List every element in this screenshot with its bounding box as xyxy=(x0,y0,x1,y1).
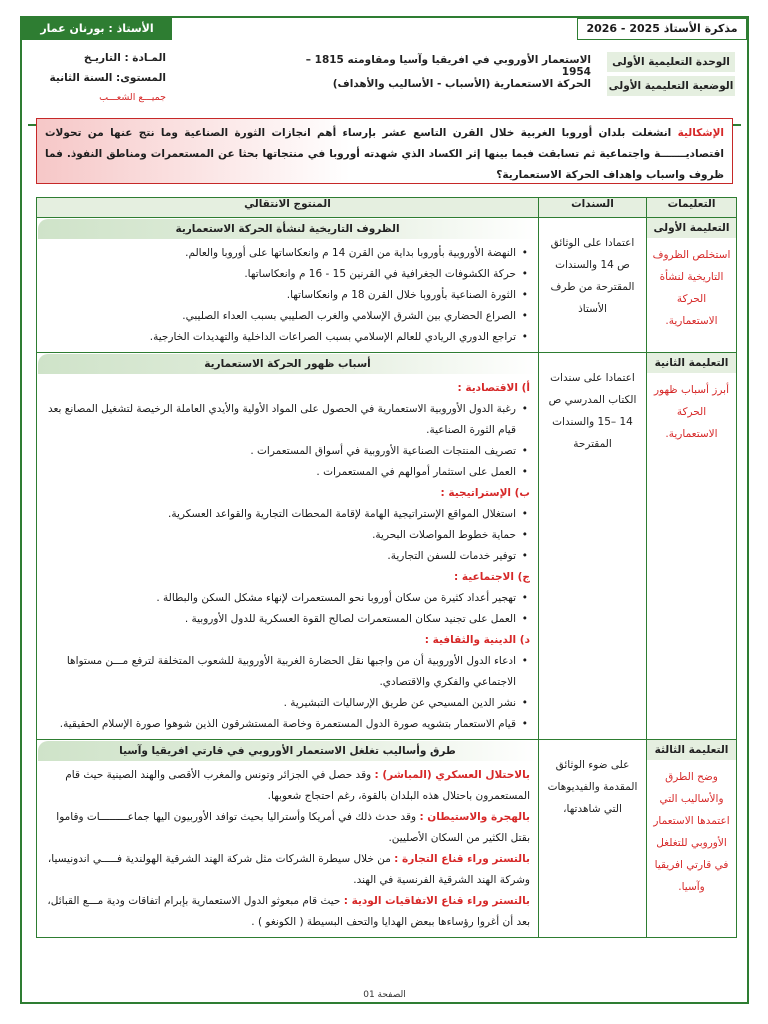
product-heading: الظروف التاريخية لنشأة الحركة الاستعمارية xyxy=(38,219,537,239)
instruction-cell xyxy=(647,218,737,353)
list-item: • نشر الدين المسيحي عن طريق الإرساليات التبشيرية . xyxy=(43,693,530,714)
product-body xyxy=(37,761,538,937)
list-item: • تراجع الدوري الريادي للعالم الإسلامي بسبب الصراعات الداخلية والتهديدات الخارجية. xyxy=(43,327,530,348)
list-item: • الصراع الحضاري بين الشرق الإسلامي والغرب الصليبي بسبب العداء الصليبي. xyxy=(43,306,530,327)
method-item xyxy=(43,849,530,891)
instruction-text: وضح الطرق والأساليب التي اعتمدها الاستعمار الأوروبي للتغلغل في قارتي افريقيا وآسيا. xyxy=(653,771,730,893)
group-title: ب) الإستراتيجية : xyxy=(440,487,530,499)
situation-topic: الحركة الاستعمارية (الأسباب - الأساليب والأهداف) xyxy=(332,78,591,90)
problem-label: الإشكالية xyxy=(677,127,725,139)
page-frame xyxy=(20,16,749,1004)
sources-text: اعتمادا على سندات الكتاب المدرسي ص 14 –15 والسندات المقترحة xyxy=(548,372,637,450)
lesson-table xyxy=(36,197,737,938)
sources-text: على ضوء الوثائق المقدمة والفيديوهات التي شاهدتها، xyxy=(547,759,638,815)
method-text: وقد حدث ذلك في أمريكا وأستراليا بحيث توافد الأوربيون اليها جماعـــــــــات وقاموا بقتل الكثير من السكان الأصليين. xyxy=(56,811,530,844)
bullet-list xyxy=(43,243,530,348)
sources-cell xyxy=(539,740,647,938)
bullet-list xyxy=(43,588,530,630)
product-body xyxy=(37,374,538,739)
page-number: الصفحة 01 xyxy=(363,990,406,1000)
list-item: • النهضة الأوروبية بأوروبا بداية من القرن 14 م وانعكاساتها على أوروبا والعالم. xyxy=(43,243,530,264)
method-text: حيث قام مبعوثو الدول الاستعمارية بإبرام اتفاقات ودية مـــع القبائل، بعد أن أغروا رؤساءها ببعض الهدايا والتحف البسيطة ( الكونغو ) . xyxy=(47,895,530,928)
sources-cell xyxy=(539,218,647,353)
list-item: • تهجير أعداد كثيرة من سكان أوروبا نحو المستعمرات لإنهاء مشكل السكن والبطالة . xyxy=(43,588,530,609)
col-product: المنتوج الانتقالي xyxy=(37,198,539,218)
streams: جميـــع الشعـــب xyxy=(99,92,166,103)
top-strip xyxy=(22,18,747,40)
method-item xyxy=(43,807,530,849)
list-item: • تصريف المنتجات الصناعية الأوروبية في أسواق المستعمرات . xyxy=(43,441,530,462)
group-title: ج) الاجتماعية : xyxy=(454,571,530,583)
memo-badge: مذكرة الأستاذ 2025 - 2026 xyxy=(577,18,747,40)
list-item: • الثورة الصناعية بأوروبا خلال القرن 18 م وانعكاساتها. xyxy=(43,285,530,306)
lesson-header xyxy=(28,46,741,126)
product-cell xyxy=(37,218,539,353)
method-label: بالتستر وراء قناع التجارة : xyxy=(394,853,530,865)
list-item: • حماية خطوط المواصلات البحرية. xyxy=(43,525,530,546)
list-item: • العمل على تجنيد سكان المستعمرات لصالح القوة العسكرية للدول الأوروبية . xyxy=(43,609,530,630)
problem-box xyxy=(36,118,733,184)
method-text: وقد حصل في الجزائر وتونس والمغرب الأقصى والهند الصينية حيث قام المستعمرون باحتلال هذه البلدان بالقوة، رغم احتجاج شعوبها. xyxy=(65,769,530,802)
method-label: بالهجرة والاستيطان : xyxy=(419,811,530,823)
table-row xyxy=(37,740,737,938)
group-title: د) الدينية والثقافية : xyxy=(424,634,530,646)
bullet-list xyxy=(43,651,530,735)
instruction-title: التعليمة الأولى xyxy=(647,218,736,238)
method-text: من خلال سيطرة الشركات مثل شركة الهند الشرقية الهولندية فـــــي اندونيسيا، وشركة الهند الشرقية الفرنسية في الهند. xyxy=(47,853,530,886)
product-body xyxy=(37,239,538,352)
subject: المـادة : التاريـخ xyxy=(83,52,166,64)
unit-label: الوحدة التعليمية الأولى xyxy=(607,52,735,72)
instruction-text: استخلص الظروف التاريخية لنشأة الحركة الاستعمارية. xyxy=(652,249,731,327)
group-title: أ) الاقتصادية : xyxy=(457,382,530,394)
instruction-title: التعليمة الثانية xyxy=(647,353,736,373)
sources-cell xyxy=(539,353,647,740)
method-item xyxy=(43,765,530,807)
list-item: • قيام الاستعمار بتشويه صورة الدول المستعمرة وخاصة المستشرقون الذين شوهوا صورة الإسلام الحقيقية. xyxy=(43,714,530,735)
sources-text: اعتمادا على الوثائق ص 14 والسندات المقترحة من طرف الأستاذ xyxy=(550,237,635,315)
table-row xyxy=(37,353,737,740)
list-item: • العمل على استثمار أموالهم في المستعمرات . xyxy=(43,462,530,483)
col-instructions: التعليمات xyxy=(647,198,737,218)
bullet-list xyxy=(43,399,530,483)
product-cell xyxy=(37,353,539,740)
product-heading: أسباب ظهور الحركة الاستعمارية xyxy=(38,354,537,374)
instruction-cell xyxy=(647,353,737,740)
teacher-badge: الأستاذ : بورنان عمار xyxy=(22,18,172,40)
problem-text: انشغلت بلدان أوروبا الغربية خلال القرن التاسع عشر بإرساء أهم انجازات الثورة الصناعية وما نتج عنها من تحولات اقتصاديـــــــة واجتماعية ثم تسابقت فيما بينها إثر الكساد الذي شهدته أوروبا في منتجاتها بحثا عن المستعمرات ومناطق النفوذ. فما ظروف واسباب واهداف الحركة الاستعمارية؟ xyxy=(45,127,724,181)
method-item xyxy=(43,891,530,933)
col-sources: السندات xyxy=(539,198,647,218)
instruction-cell xyxy=(647,740,737,938)
unit-topic: الاستعمار الأوروبي في افريقيا وآسيا ومقاومته 1815 –1954 xyxy=(305,54,591,78)
method-label: بالتستر وراء قناع الاتفاقيات الودية : xyxy=(343,895,530,907)
list-item: • ادعاء الدول الأوروبية أن من واجبها نقل الحضارة الغربية الأوروبية للشعوب المتخلفة لترفع مـــن مستواها الاجتماعي والفكري والاقتصادي. xyxy=(43,651,530,693)
list-item: • استغلال المواقع الإستراتيجية الهامة لإقامة المحطات التجارية والقواعد العسكرية. xyxy=(43,504,530,525)
list-item: • حركة الكشوفات الجغرافية في القرنين 15 - 16 م وانعكاساتها. xyxy=(43,264,530,285)
product-cell xyxy=(37,740,539,938)
table-row xyxy=(37,218,737,353)
instruction-text: أبرز أسباب ظهور الحركة الاستعمارية. xyxy=(653,384,730,440)
list-item: • توفير خدمات للسفن التجارية. xyxy=(43,546,530,567)
level: المستوى: السنة الثانية xyxy=(49,72,166,84)
situation-label: الوضعية التعليمية الأولى xyxy=(607,76,735,96)
instruction-title: التعليمة الثالثة xyxy=(647,740,736,760)
subject-info xyxy=(36,48,166,108)
bullet-list xyxy=(43,504,530,567)
table-header-row xyxy=(37,198,737,218)
product-heading: طرق وأساليب تغلغل الاستعمار الأوروبي في قارتي افريقيا وآسيا xyxy=(38,741,537,761)
method-label: بالاحتلال العسكري (المباشر) : xyxy=(374,769,530,781)
list-item: • رغبة الدول الأوروبية الاستعمارية في الحصول على المواد الأولية والأيدي العاملة الرخيصة لتشغيل المصانع بعد قيام الثورة الصناعية. xyxy=(43,399,530,441)
